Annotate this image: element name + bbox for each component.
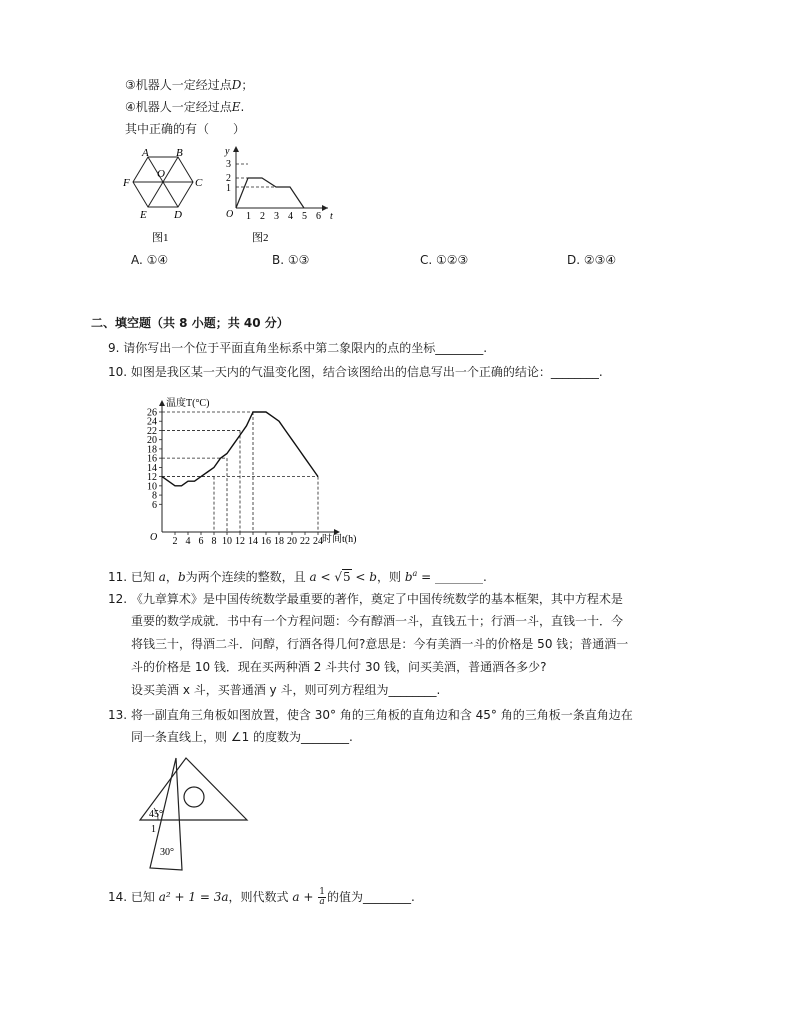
question-12-line: 设买美酒 x 斗，买普通酒 y 斗，则可列方程组为________. [131,683,441,697]
chart-x-tick-label: 20 [287,536,297,547]
chart-x-tick-label: 18 [274,536,284,547]
hex-label-o: O [157,168,165,180]
chart-y-tick-label: 16 [147,453,157,465]
fig2-xtick: 3 [274,211,279,222]
chart-x-tick-label: 2 [172,536,178,547]
hex-label-a: A [142,147,149,159]
fig1-caption: 图1 [152,232,169,244]
option-d[interactable]: D. ②③④ [567,253,617,267]
fig2-xtick: 6 [316,211,321,222]
chart-x-tick-label: 10 [222,536,232,547]
fig2-ytick: 2 [226,173,231,184]
question-10: 10. 如图是我区某一天内的气温变化图，结合该图给出的信息写出一个正确的结论：________. [108,365,603,379]
chart-x-tick-label: 16 [261,536,271,547]
fig2-y-label: y [225,146,230,157]
option-b[interactable]: B. ①③ [272,253,310,267]
chart-y-tick-label: 26 [147,407,157,419]
chart-y-tick-label: 18 [147,444,157,456]
question-12: 12. 《九章算术》是中国传统数学最重要的著作，奠定了中国传统数学的基本框架，其中方程术是 [108,592,623,606]
question-9: 9. 请你写出一个位于平面直角坐标系中第二象限内的点的坐标________. [108,341,488,355]
angle-30-label: 30° [160,847,174,858]
fig2-xtick: 5 [302,211,307,222]
hexagon-figure [118,142,218,246]
chart-y-tick-label: 10 [147,481,157,493]
chart-y-tick-label: 24 [147,416,157,428]
chart-y-tick-label: 12 [147,472,157,484]
question-12-line: 重要的数学成就．书中有一个方程问题：今有醇酒一斗，直钱五十；行酒一斗，直钱一十．今 [131,614,624,628]
angle-1-label: 1 [151,824,156,835]
chart-y-label: 温度T(°C) [166,398,210,409]
robot-path-line [236,178,304,208]
chart-y-tick-label: 6 [152,499,157,511]
chart-x-tick-label: 22 [300,536,310,547]
chart-x-tick-label: 4 [185,536,191,547]
question-13: 13. 将一副直角三角板如图放置，使含 30° 角的三角板的直角边和含 45° 角的三角板一条直角边在 [108,708,633,722]
fig2-xtick: 4 [288,211,293,222]
fig2-x-label: t [330,211,333,222]
question-14: 14. 已知 a² + 1 = 3a，则代数式 a + $\frac{1}{a}$ 的值为________. [108,887,415,907]
angle-45-label: 45° [149,809,163,820]
chart-y-tick-label: 22 [147,425,157,437]
chart-x-tick-label: 6 [198,536,204,547]
chart-x-tick-label: 12 [235,536,245,547]
chart-y-tick-label: 20 [147,435,157,447]
chart-x-label: 时间t(h) [322,534,357,545]
fig2-xtick: 1 [246,211,251,222]
chart-x-tick-label: 8 [211,536,217,547]
section-title: 二、填空题（共 8 小题；共 40 分） [91,316,289,330]
question-13-line: 同一条直线上，则 ∠1 的度数为________. [131,730,353,744]
hex-label-f: F [123,177,130,189]
fig2-xtick: 2 [260,211,265,222]
hex-label-d: D [174,209,182,221]
temperature-curve [162,412,318,486]
temperature-chart [128,392,368,548]
fig2-caption: 图2 [252,232,269,244]
triangle-ruler-figure [130,752,254,876]
hex-label-c: C [195,177,203,189]
fig2-ytick: 3 [226,159,231,170]
chart-origin: O [150,532,158,543]
chart-y-tick-label: 14 [147,462,157,474]
question-ask: 其中正确的有（ ） [125,122,246,136]
question-11: 11. 已知 a，b为两个连续的整数，且 a < √5 < b，则 $b^a$ = ________. [108,569,487,584]
triangle-hole [184,787,204,807]
fig2-ytick: 1 [226,183,231,194]
hex-label-e: E [140,209,147,221]
question-12-line: 斗的价格是 10 钱．现在买两种酒 2 斗共付 30 钱，问买美酒，普通酒各多少? [131,660,547,674]
chart-x-tick-label: 24 [313,536,323,547]
chart-y-arrow [159,400,165,406]
hex-label-b: B [176,147,183,159]
option-a[interactable]: A. ①④ [131,253,169,267]
chart-y-tick-label: 8 [152,490,157,502]
statement-4: ④机器人一定经过点E. [125,100,245,114]
statement-3: ③机器人一定经过点D； [125,78,254,92]
option-c[interactable]: C. ①②③ [420,253,469,267]
fig2-origin: O [226,209,234,220]
robot-path-graph [210,142,340,246]
chart-x-tick-label: 14 [248,536,258,547]
question-12-line: 将钱三十，得酒二斗．问醇，行酒各得几何?意思是：今有美酒一斗的价格是 50 钱；普通酒一 [131,637,629,651]
